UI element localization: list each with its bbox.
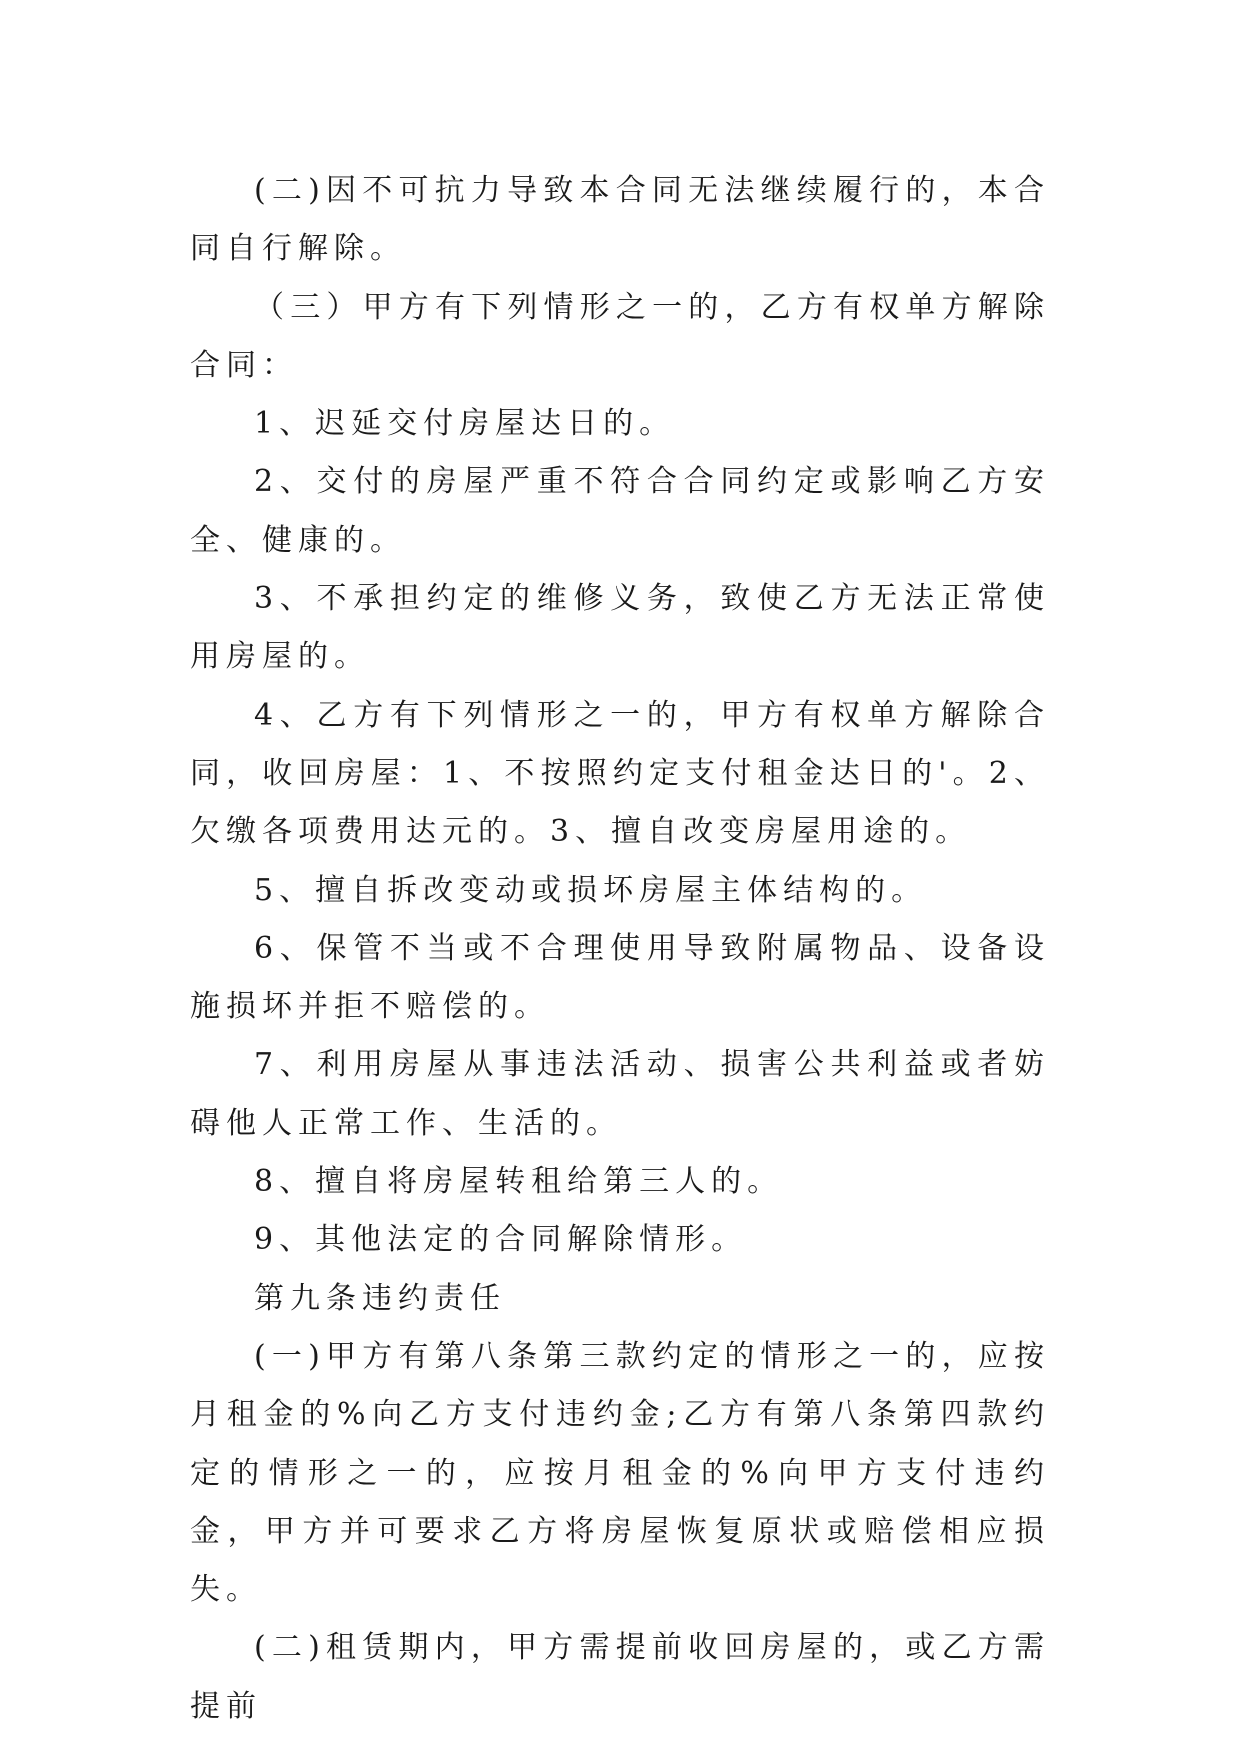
document-body <box>190 162 1050 1736</box>
paragraph-early-termination: (二)租赁期内，甲方需提前收回房屋的，或乙方需提前 <box>190 1630 1050 1724</box>
list-item: 9、其他法定的合同解除情形。 <box>254 1222 748 1258</box>
paragraph-penalty: (一)甲方有第八条第三款约定的情形之一的，应按月租金的%向乙方支付违约金;乙方有第八条第四款约定的情形之一的，应按月租金的%向甲方支付违约金，甲方并可要求乙方将房屋恢复原状或赔偿相应损失。 <box>190 1338 1050 1608</box>
paragraph-tenant-termination-right: （三）甲方有下列情形之一的，乙方有权单方解除合同： <box>190 289 1050 383</box>
section-heading-article-9: 第九条违约责任 <box>254 1280 506 1316</box>
list-item: 3、不承担约定的维修义务，致使乙方无法正常使用房屋的。 <box>190 581 1050 675</box>
list-item: 2、交付的房屋严重不符合合同约定或影响乙方安全、健康的。 <box>190 464 1050 558</box>
list-item: 8、擅自将房屋转租给第三人的。 <box>254 1164 784 1200</box>
list-item: 5、擅自拆改变动或损坏房屋主体结构的。 <box>254 872 928 908</box>
list-item: 7、利用房屋从事违法活动、损害公共利益或者妨碍他人正常工作、生活的。 <box>190 1047 1050 1141</box>
list-item: 6、保管不当或不合理使用导致附属物品、设备设施损坏并拒不赔偿的。 <box>190 930 1050 1025</box>
list-item: 4、乙方有下列情形之一的，甲方有权单方解除合同，收回房屋：1、不按照约定支付租金达日的'。2、欠缴各项费用达元的。3、擅自改变房屋用途的。 <box>190 697 1050 850</box>
paragraph-force-majeure: (二)因不可抗力导致本合同无法继续履行的，本合同自行解除。 <box>190 173 1050 267</box>
list-item: 1、迟延交付房屋达日的。 <box>254 406 676 442</box>
